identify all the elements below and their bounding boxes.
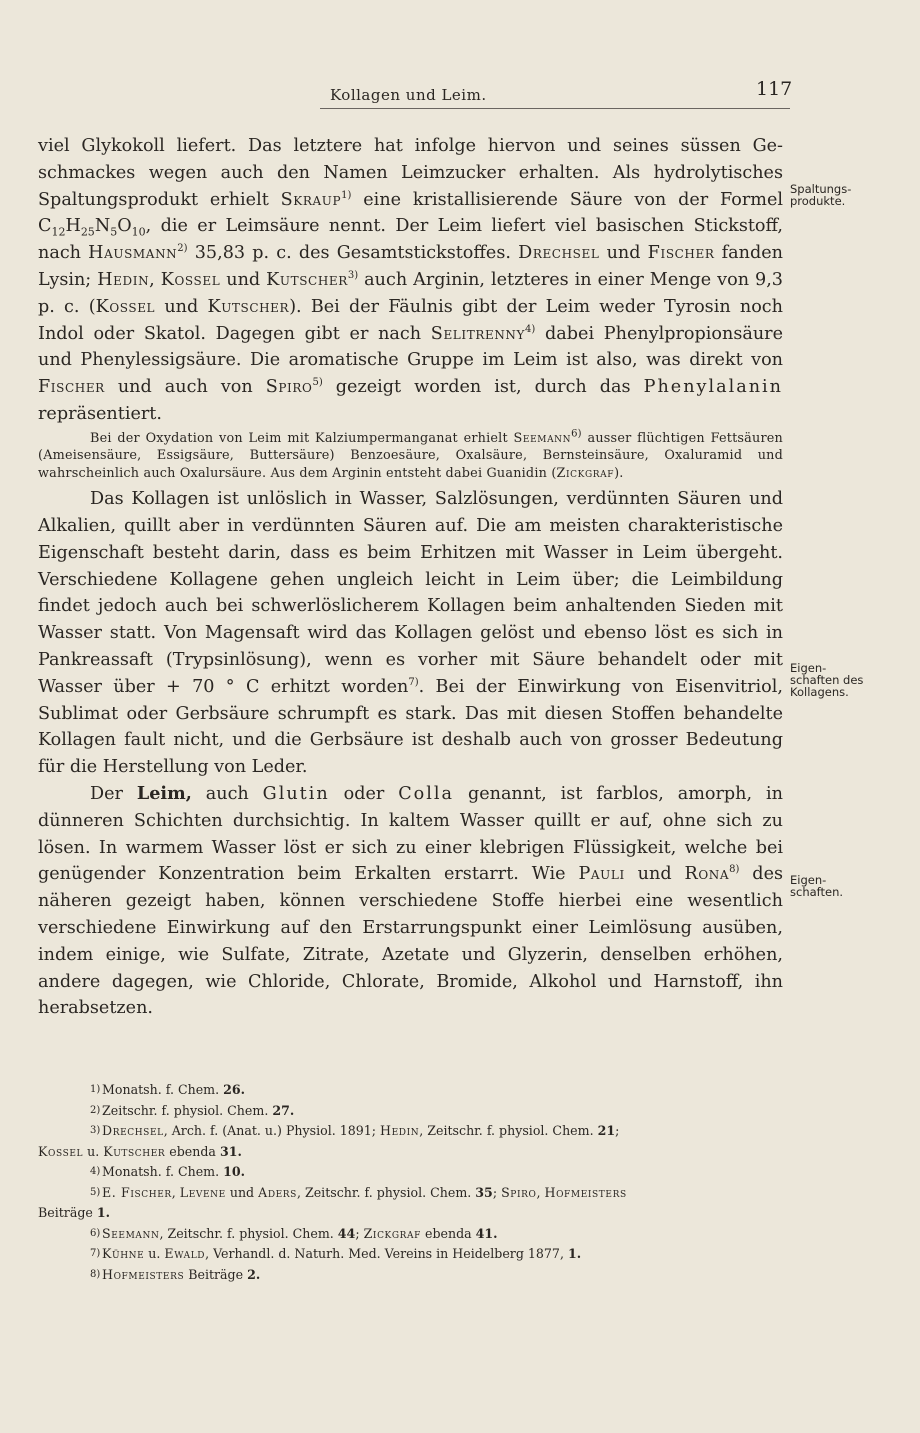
author-name: Kossel xyxy=(95,296,156,317)
author-name: Pauli xyxy=(578,864,625,885)
footnote-6: 6) Seemann, Zeitschr. f. physiol. Chem. 44; Zickgraf ebenda 41. xyxy=(90,1225,498,1241)
author-name: Rona xyxy=(684,864,730,885)
author-name: Drechsel xyxy=(518,243,600,264)
keyword: Leim, xyxy=(136,783,192,805)
emphasis: Phenylalanin xyxy=(643,377,783,398)
margin-note-line: schaften. xyxy=(790,885,844,899)
margin-note-eigenschaften xyxy=(790,874,900,898)
emphasis: Colla xyxy=(398,784,455,805)
page-number: 117 xyxy=(756,78,793,100)
paragraph-kollagen: Das Kollagen ist unlöslich in Wasser, Salzlösungen, verdünnten Säuren und Alkalien, quillt aber in verdünnten Säuren auf. Die am meisten charakteristische Eigenschaft besteht darin, dass es beim Erhitzen mit Wasser in Leim übergeht. Verschiedene Kollagene gehen ungleich leicht in Leim über; die Leimbildung findet jedoch auch bei schwerlöslicherem Kollagen beim anhaltenden Sieden mit Wasser statt. Von Magensaft wird das Kollagen gelöst und ebenso löst es sich in Pankreassaft (Trypsinlösung), wenn es vorher mit Säure behandelt oder mit Wasser über + 70 ° C erhitzt worden$^{7)}$. Bei der Einwirkung von Eisenvitriol, Sublimat oder Gerbsäure schrumpft es stark. Das mit diesen Stoffen behandelte Kollagen fault nicht, und die Gerbsäure ist deshalb auch von grosser Bedeutung für die Herstellung von Leder. xyxy=(38,489,783,778)
paragraph-leim: Der Leim, auch Glutin oder Colla genannt, ist farblos, amorph, in dünneren Schichten durchsichtig. In kaltem Wasser quillt er auf, ohne sich zu lösen. In warmem Wasser löst er sich zu einer klebrigen Flüssigkeit, welche bei genügender Konzentration beim Erkalten erstarrt. Wie Pauli und Rona$^{8)}$ des näheren gezeigt haben, können verschiedene Stoffe hierbei eine wesentlich verschiedene Einwirkung auf den Erstarrungspunkt einer Leimlösung ausüben, indem einige, wie Sulfate, Zitrate, Azetate und Glyzerin, denselben erhöhen, andere dagegen, wie Chloride, Chlorate, Bromide, Alkohol und Harnstoff, ihn herabsetzen. xyxy=(38,783,784,1019)
author-name: Seemann xyxy=(513,430,572,446)
footnote-7: 7) Kühne u. Ewald, Verhandl. d. Naturh. Med. Vereins in Heidelberg 1877, 1. xyxy=(90,1246,582,1261)
footnote-ref: 5) xyxy=(312,377,323,389)
author-name: Kossel xyxy=(160,269,221,290)
footnote-ref: 6) xyxy=(571,428,582,440)
footnote-ref: 3) xyxy=(347,270,359,282)
footnote-8: 8) Hofmeisters Beiträge 2. xyxy=(90,1266,261,1282)
footnote-3-continued: Kossel u. Kutscher ebenda 31. xyxy=(38,1143,242,1159)
footnote-5-continued: Beiträge 1. xyxy=(38,1205,110,1220)
footnote-2: 2) Zeitschr. f. physiol. Chem. 27. xyxy=(90,1102,295,1118)
footnote-5: 5) E. Fischer, Levene und Aders, Zeitschr. f. physiol. Chem. 35; Spiro, Hofmeisters xyxy=(90,1184,627,1200)
margin-note-spaltungsprodukte xyxy=(790,183,900,207)
margin-note-line: Eigen- xyxy=(790,873,827,887)
author-name: Selitrenny xyxy=(430,323,526,344)
page-header xyxy=(0,78,920,108)
paragraph-leimzucker: viel Glykokoll liefert. Das letztere hat infolge hiervon und seines süssen Geschmackes wegen auch den Namen Leimzucker erhalten. Als hydrolytisches Spaltungsprodukt erhielt Skraup$^{1)}$ eine kristallisierende Säure von der Formel $C_{12}H_{25}N_5O_{10}$, die er Leimsäure nennt. Der Leim liefert viel basischen Stickstoff, nach Hausmann$^{2)}$ 35,83 p. c. des Gesamtstickstoffes. Drechsel und Fischer fanden Lysin; Hedin, Kossel und Kutscher$^{3)}$ auch Arginin, letzteres in einer Menge von 9,3 p. c. (Kossel und Kutscher). Bei der Fäulnis gibt der Leim weder Tyrosin noch Indol oder Skatol. Dagegen gibt er nach Selitrenny$^{4)}$ dabei Phenylpropionsäure und Phenylessigsäure. Die aromatische Gruppe im Leim ist also, was direkt von Fischer und auch von Spiro$^{5)}$ gezeigt worden ist, durch das Phenylalanin repräsentiert. xyxy=(38,136,784,424)
margin-note-line: Spaltungs- xyxy=(790,182,852,196)
author-name: Skraup xyxy=(280,189,342,210)
author-name: Kutscher xyxy=(207,296,290,317)
header-rule xyxy=(320,108,790,109)
author-name: Fischer xyxy=(647,243,715,264)
author-name: Spiro xyxy=(265,377,313,398)
margin-note-line: Kollagens. xyxy=(790,685,849,699)
footnote-1: 1) Monatsh. f. Chem. 26. xyxy=(90,1082,246,1097)
emphasis: Glutin xyxy=(262,784,330,805)
margin-note-line: produkte. xyxy=(790,194,846,208)
body-text xyxy=(38,133,783,1022)
author-name: Fischer xyxy=(38,377,105,398)
footnote-ref: 2) xyxy=(177,243,188,255)
margin-note-eigenschaften-kollagens xyxy=(790,662,900,698)
author-name: Kutscher xyxy=(266,269,348,290)
small-print-paragraph: Bei der Oxydation von Leim mit Kalziumpermanganat erhielt Seemann$^{6)}$ ausser flüchtigen Fettsäuren (Ameisensäure, Essigsäure, Buttersäure) Benzoesäure, Oxalsäure, Bernsteinsäure, Oxaluramid und wahrscheinlich auch Oxalursäure. Aus dem Arginin entsteht dabei Guanidin (Zickgraf). xyxy=(38,428,783,481)
footnote-ref: 7) xyxy=(408,676,419,688)
footnote-4: 4) Monatsh. f. Chem. 10. xyxy=(90,1164,246,1179)
footnote-ref: 4) xyxy=(525,323,536,335)
footnote-ref: 8) xyxy=(729,864,740,876)
author-name: Zickgraf xyxy=(556,465,615,481)
footnotes xyxy=(38,1080,783,1285)
running-title: Kollagen und Leim. xyxy=(330,86,487,104)
author-name: Hedin xyxy=(97,269,150,290)
footnote-3: 3) Drechsel, Arch. f. (Anat. u.) Physiol. 1891; Hedin, Zeitschr. f. physiol. Chem. 21; xyxy=(90,1123,620,1138)
margin-note-line: Eigen- xyxy=(790,661,827,675)
margin-note-line: schaften des xyxy=(790,673,864,687)
footnote-ref: 1) xyxy=(341,189,352,201)
author-name: Hausmann xyxy=(88,243,178,264)
